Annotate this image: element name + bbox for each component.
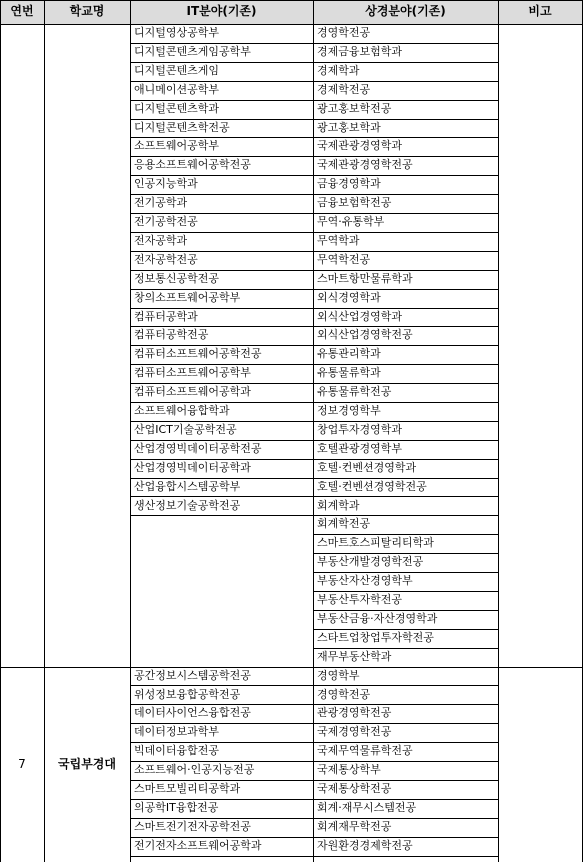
it-major-cell: 디지털콘텐츠학과 (134, 101, 220, 115)
grid-row (130, 856, 498, 857)
school-name: 국립부경대 (58, 756, 116, 771)
grid-row (130, 402, 313, 403)
grid-row (313, 345, 498, 346)
grid-row (313, 383, 498, 384)
biz-major-cell: 경제금융보험학과 (317, 44, 403, 58)
grid-row (313, 213, 498, 214)
grid-row (130, 440, 313, 441)
it-major-cell: 컴퓨터공학전공 (134, 328, 209, 342)
grid-row (313, 459, 498, 460)
it-major-cell: 디지털콘텐츠게임공학부 (134, 44, 251, 58)
biz-major-cell: 경영학전공 (317, 26, 371, 39)
it-major-cell: 소프트웨어융합학과 (134, 404, 230, 417)
grid-row (130, 232, 313, 233)
grid-row (313, 100, 498, 101)
grid-col-2 (130, 0, 131, 862)
grid-row (313, 364, 498, 365)
biz-major-cell: 유통관리학과 (317, 347, 381, 361)
grid-row (130, 308, 313, 309)
it-major-cell: 빅데이터융합전공 (134, 744, 220, 758)
header-biz: 상경분야(기존) (313, 0, 498, 24)
grid-col-4 (498, 0, 499, 862)
biz-major-cell: 부동산개발경영학전공 (317, 555, 424, 569)
grid-row (313, 629, 498, 630)
grid-row (313, 572, 498, 573)
it-major-cell: 디지털콘텐츠학전공 (134, 120, 230, 134)
grid-row (130, 137, 313, 138)
it-major-cell: 생산정보기술공학전공 (134, 498, 241, 512)
it-major-cell: 의공학IT융합전공 (134, 800, 219, 814)
grid-row (313, 440, 498, 441)
grid-col-1 (44, 0, 45, 862)
grid-row (130, 289, 313, 290)
it-major-cell: 컴퓨터소프트웨어공학전공 (134, 347, 262, 361)
grid-row (130, 81, 313, 82)
biz-major-cell: 자원환경경제학전공 (317, 838, 413, 852)
grid-row (313, 137, 498, 138)
grid-top (0, 0, 583, 1)
grid-row (313, 81, 498, 82)
grid-row (130, 194, 313, 195)
biz-major-cell: 금융보험학전공 (317, 196, 392, 210)
biz-major-cell: 금융경영학과 (317, 177, 381, 191)
biz-major-cell: 외식산업경영학전공 (317, 328, 413, 342)
biz-major-cell: 국제통상학전공 (317, 782, 392, 795)
it-major-cell: 전기공학전공 (134, 215, 198, 228)
biz-major-cell: 관광경영학전공 (317, 706, 392, 720)
grid-row (130, 704, 498, 705)
biz-major-cell: 국제관광경영학과 (317, 139, 403, 153)
grid-row (313, 43, 498, 44)
grid-row (130, 496, 313, 497)
biz-major-cell: 스타트업창업투자학전공 (317, 630, 434, 644)
grid-row (130, 723, 498, 724)
grid-row (130, 156, 313, 157)
grid-row (130, 251, 313, 252)
grid-row (313, 402, 498, 403)
grid-row (313, 175, 498, 176)
grid-row (313, 610, 498, 611)
biz-major-cell: 회계·재무시스템전공 (317, 800, 417, 814)
it-major-cell: 스마트전기전자공학전공 (134, 819, 251, 833)
grid-row (313, 326, 498, 327)
grid-row (313, 62, 498, 63)
grid-row (313, 496, 498, 497)
biz-major-cell: 부동산투자학전공 (317, 593, 403, 606)
biz-major-cell: 국제경영학전공 (317, 725, 392, 739)
biz-major-cell: 무역·유통학부 (317, 215, 385, 228)
it-major-cell: 컴퓨터공학과 (134, 309, 198, 323)
grid-row (313, 156, 498, 157)
biz-major-cell: 경영학부 (317, 668, 360, 682)
biz-major-cell: 호텔·컨벤션경영학과 (317, 460, 417, 474)
it-major-cell: 공간정보시스템공학전공 (134, 668, 251, 682)
biz-major-cell: 유통물류학전공 (317, 385, 392, 399)
biz-major-cell: 외식경영학과 (317, 290, 381, 304)
grid-row (313, 251, 498, 252)
header-school: 학교명 (44, 0, 130, 24)
biz-major-cell: 경제학전공 (317, 82, 371, 96)
grid-row (130, 837, 498, 838)
biz-major-cell: 호텔·컨벤션경영학전공 (317, 479, 427, 493)
biz-major-cell: 국제무역물류학전공 (317, 744, 413, 758)
biz-major-cell: 무역학전공 (317, 252, 371, 266)
it-major-cell: 산업융합시스템공학부 (134, 479, 241, 493)
it-major-cell: 디지털콘텐츠게임 (134, 63, 220, 77)
it-major-cell: 창의소프트웨어공학부 (134, 290, 241, 304)
grid-row (130, 326, 313, 327)
it-major-cell: 정보통신공학전공 (134, 271, 220, 285)
it-major-cell: 소프트웨어공학부 (134, 139, 220, 153)
it-major-cell: 전기공학과 (134, 196, 188, 210)
biz-major-cell: 부동산자산경영학부 (317, 574, 413, 588)
it-major-cell: 컴퓨터소프트웨어공학과 (134, 385, 251, 399)
it-major-cell: 인공지능학과 (134, 177, 198, 191)
grid-row (313, 534, 498, 535)
biz-major-cell: 재무부동산학과 (317, 649, 392, 663)
grid-row (130, 780, 498, 781)
grid-row (313, 478, 498, 479)
biz-major-cell: 유통물류학과 (317, 366, 381, 380)
it-major-cell: 응용소프트웨어공학전공 (134, 158, 251, 172)
biz-major-cell: 회계학과 (317, 498, 360, 512)
it-major-cell: 산업ICT기술공학전공 (134, 422, 237, 436)
grid-row (130, 383, 313, 384)
grid-row (313, 515, 498, 516)
it-major-cell: 컴퓨터소프트웨어공학부 (134, 366, 251, 380)
grid-row (130, 62, 313, 63)
it-major-cell: 산업경영빅데이터공학과 (134, 460, 251, 474)
grid-row (130, 818, 498, 819)
it-major-cell: 전자공학전공 (134, 252, 198, 266)
grid-row (130, 742, 498, 743)
it-major-cell: 위성정보융합공학전공 (134, 687, 241, 701)
it-major-cell: 데이터정보과학부 (134, 725, 220, 739)
biz-major-cell: 부동산금융·자산경영학과 (317, 611, 438, 625)
grid-row (313, 270, 498, 271)
it-major-cell: 디지털영상공학부 (134, 26, 220, 39)
it-major-cell: 산업경영빅데이터공학전공 (134, 441, 262, 455)
biz-major-cell: 광고홍보학과 (317, 120, 381, 134)
header-no: 연번 (0, 0, 44, 24)
grid-row (313, 194, 498, 195)
it-major-cell: 소프트웨어·인공지능전공 (134, 763, 255, 777)
it-major-cell: 데이터사이언스융합전공 (134, 706, 251, 720)
biz-major-cell: 회계학전공 (317, 517, 371, 531)
biz-major-cell: 창업투자경영학과 (317, 422, 403, 436)
biz-major-cell: 광고홍보학전공 (317, 101, 392, 115)
grid-header-bottom (0, 24, 583, 25)
biz-major-cell: 외식산업경영학과 (317, 309, 403, 323)
grid-group-separator (0, 667, 583, 668)
header-it: IT분야(기존) (130, 0, 313, 24)
biz-major-cell: 경제학과 (317, 63, 360, 77)
grid-row (130, 270, 313, 271)
grid-row (130, 175, 313, 176)
grid-row (130, 478, 313, 479)
biz-major-cell: 경영학전공 (317, 687, 371, 701)
biz-major-cell: 국제관광경영학전공 (317, 158, 413, 172)
grid-row (130, 421, 313, 422)
it-major-cell: 애니메이션공학부 (134, 82, 220, 96)
grid-row (313, 232, 498, 233)
biz-major-cell: 호텔관광경영학부 (317, 441, 403, 455)
biz-major-cell: 무역학과 (317, 233, 360, 247)
biz-major-cell: 국제통상학부 (317, 763, 381, 777)
biz-major-cell: 정보경영학부 (317, 404, 381, 417)
grid-col-3 (313, 0, 314, 862)
biz-major-cell: 스마트항만물류학과 (317, 271, 413, 285)
grid-row (130, 119, 313, 120)
grid-row (130, 685, 498, 686)
grid-row (130, 515, 313, 516)
grid-row (313, 308, 498, 309)
it-major-cell: 전자공학과 (134, 233, 188, 247)
it-major-cell: 전기전자소프트웨어공학과 (134, 838, 262, 852)
grid-row (313, 119, 498, 120)
grid-row (313, 289, 498, 290)
grid-col-0 (0, 0, 1, 862)
grid-row (313, 421, 498, 422)
header-note: 비고 (498, 0, 582, 24)
grid-row (313, 591, 498, 592)
grid-row (130, 345, 313, 346)
grid-row (130, 43, 313, 44)
grid-row (313, 648, 498, 649)
biz-major-cell: 스마트호스피탈리티학과 (317, 536, 434, 550)
grid-row (313, 553, 498, 554)
it-major-cell: 스마트모빌리티공학과 (134, 782, 241, 795)
row-number: 7 (18, 756, 26, 771)
grid-row (130, 364, 313, 365)
grid-row (130, 459, 313, 460)
grid-row (130, 761, 498, 762)
grid-row (130, 799, 498, 800)
grid-row (130, 213, 313, 214)
biz-major-cell: 회계재무학전공 (317, 819, 392, 833)
grid-row (130, 100, 313, 101)
